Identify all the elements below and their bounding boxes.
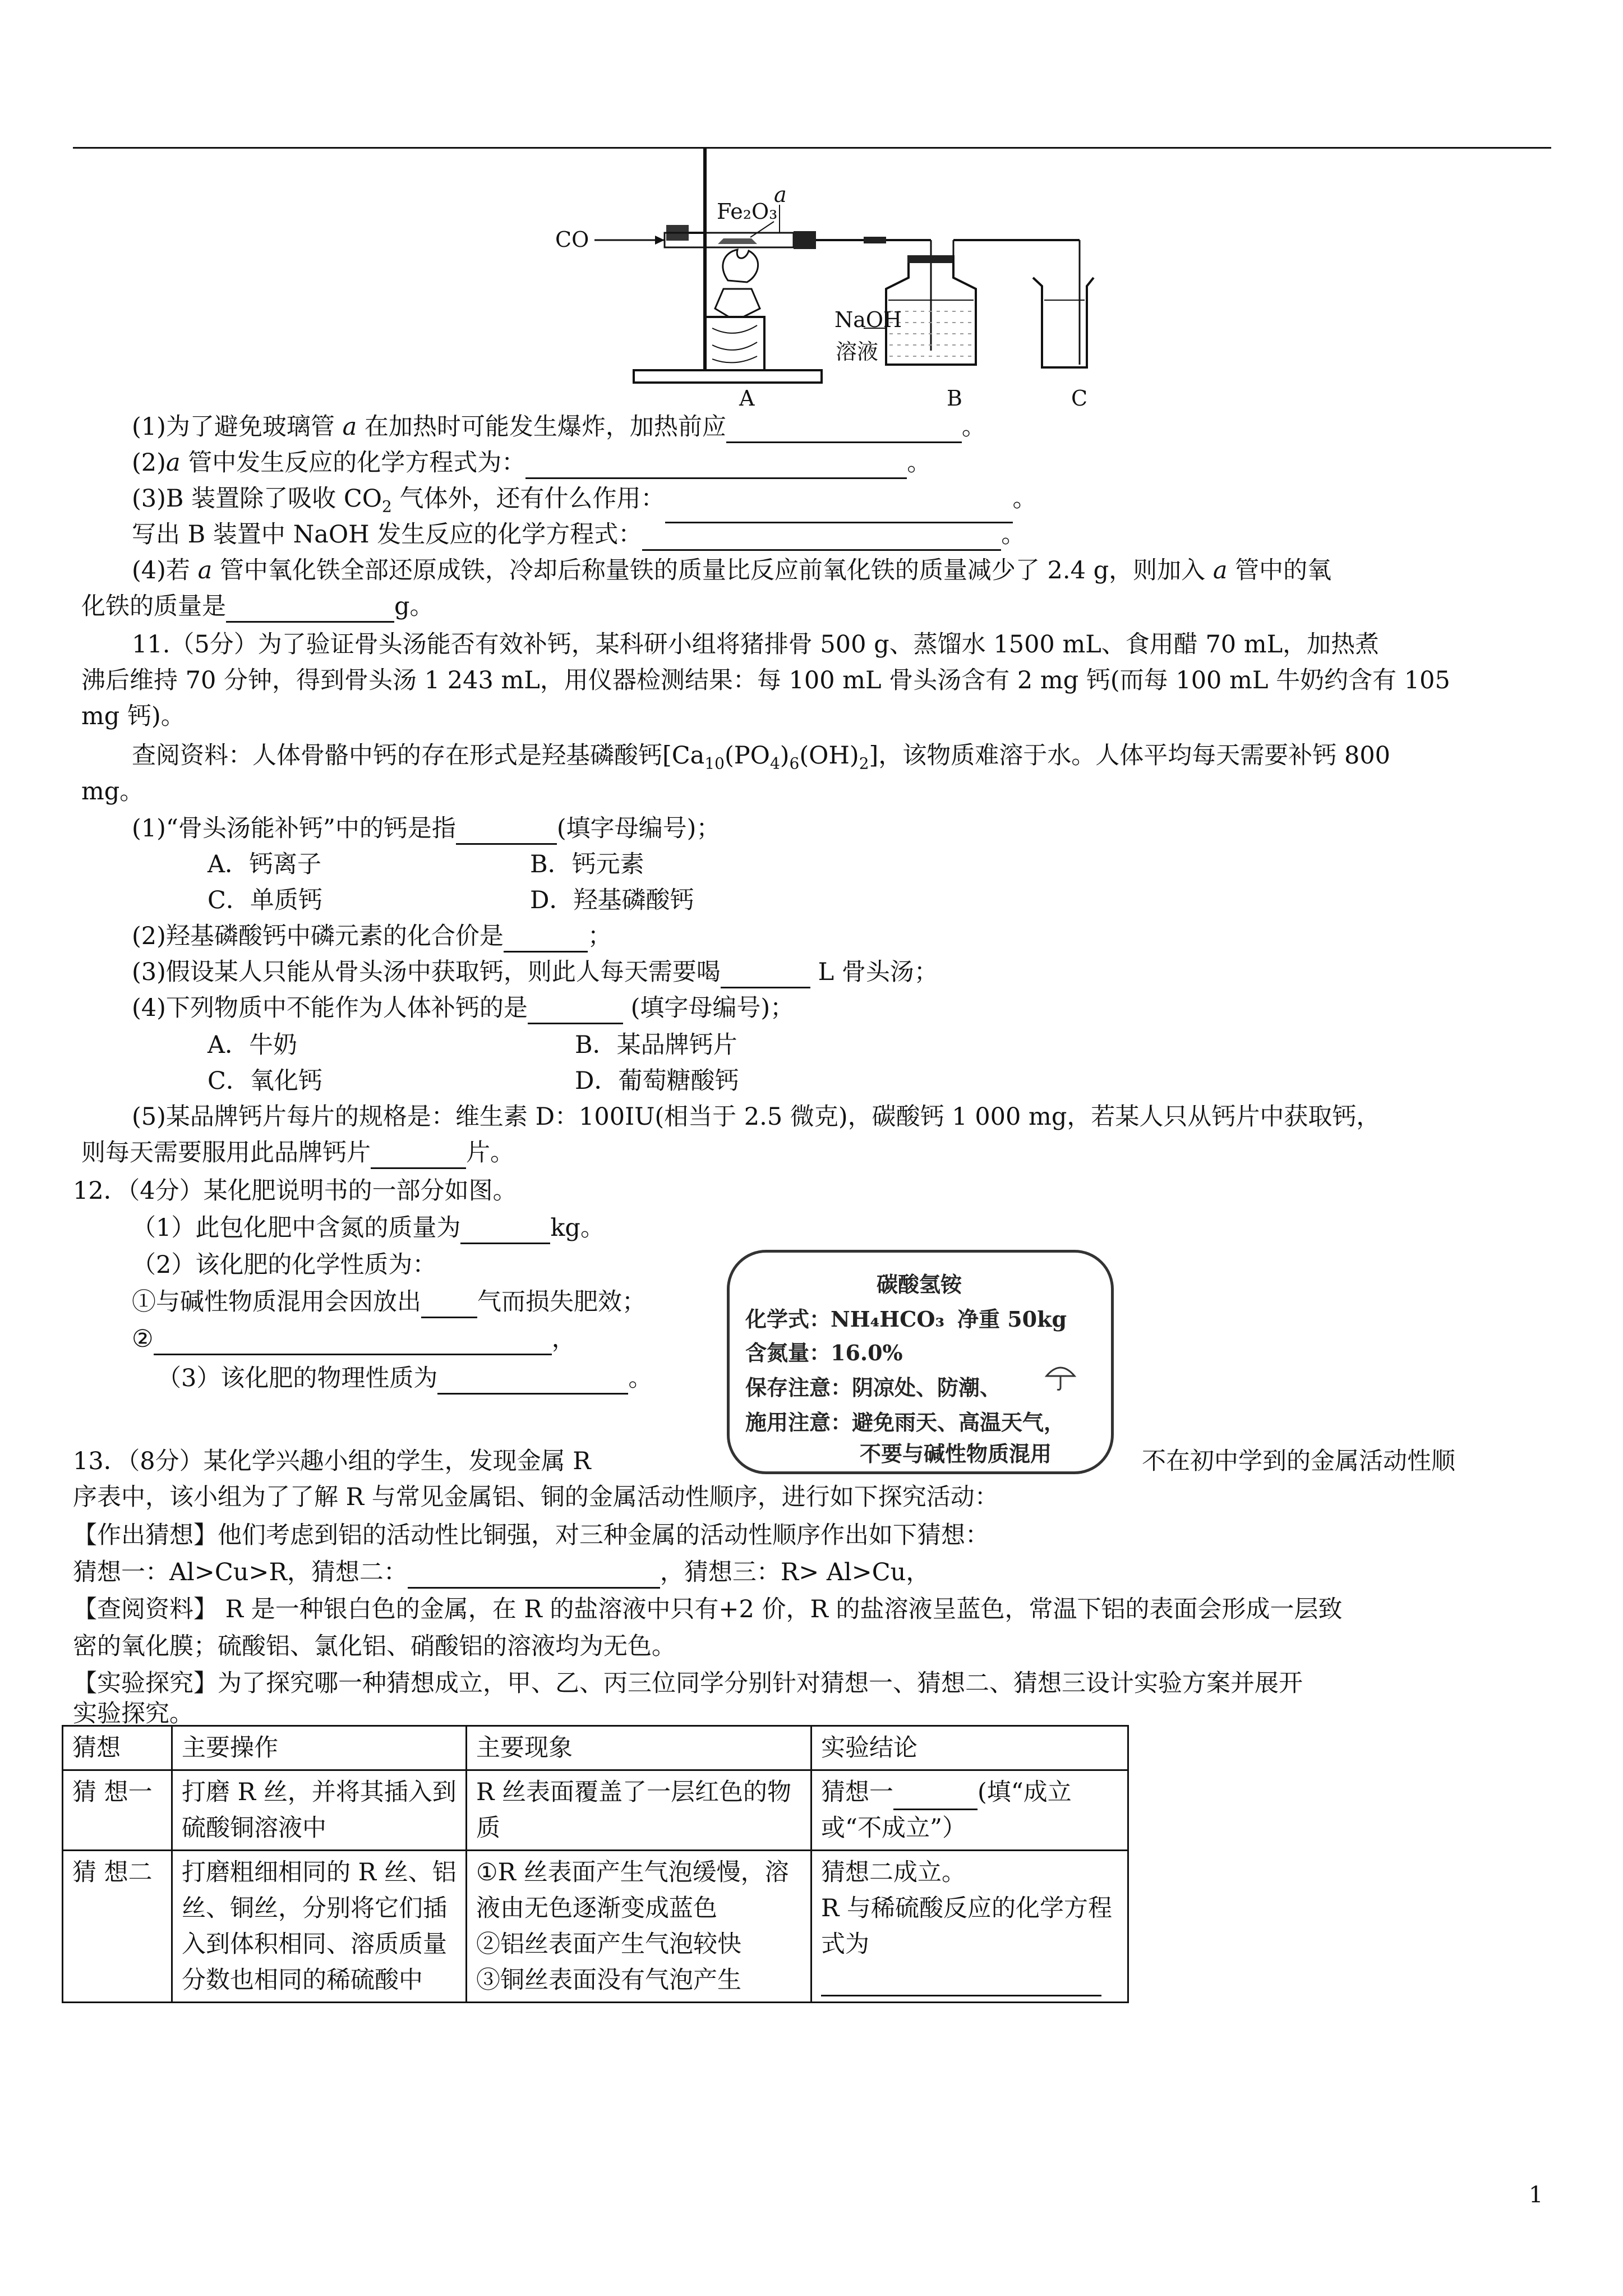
answer-blank[interactable] — [504, 926, 588, 953]
q10-line-1: (1)为了避免玻璃管 a 在加热时可能发生爆炸，加热前应 。 — [132, 411, 986, 443]
table-header-row — [63, 1726, 1128, 1770]
fertilizer-usage: 施用注意：避免雨天、高温天气， — [745, 1410, 1066, 1435]
q12-part-2-1: ①与碱性物质混用会因放出 气而损失肥效； — [132, 1286, 646, 1318]
fertilizer-net-weight: 净重 50kg — [957, 1306, 1067, 1332]
flame-icon — [723, 250, 758, 282]
q10-line-5: (4)若 a 管中氧化铁全部还原成铁，冷却后称量铁的质量比反应前氧化铁的质量减少了 2.4 g，则加入 a 管中的氧 — [132, 556, 1332, 585]
apparatus-diagram — [550, 149, 1110, 412]
answer-blank[interactable] — [371, 1143, 466, 1169]
table-cell — [811, 1851, 1128, 2003]
table-cell: 打磨粗细相同的 R 丝、铝丝、铜丝，分别将它们插入到体积相同、溶质质量分数也相同的稀硫酸中 — [172, 1851, 467, 2003]
fertilizer-formula: 化学式：NH₄HCO₃ — [745, 1306, 945, 1332]
conclusion-1: 猜想二成立。 — [821, 1858, 966, 1887]
table-cell: R 丝表面覆盖了一层红色的物质 — [467, 1770, 811, 1851]
observation-3: ③铜丝表面没有气泡产生 — [476, 1966, 741, 1994]
q10-line-2: (2)a 管中发生反应的化学方程式为： 。 — [132, 447, 931, 479]
answer-blank[interactable] — [437, 1368, 628, 1395]
label-fe2o3: Fe₂O₃ — [717, 199, 778, 224]
q13-line-6: 密的氧化膜；硫酸铝、氯化铝、硝酸铝的溶液均为无色。 — [73, 1632, 676, 1660]
q13-line-1b: 不在初中学到的金属活动性顺 — [1142, 1447, 1455, 1475]
table-row — [63, 1851, 1128, 2003]
q10-line-4: 写出 B 装置中 NaOH 发生反应的化学方程式： 。 — [132, 518, 1025, 551]
fertilizer-label — [727, 1250, 1114, 1474]
q12-part-1: （1）此包化肥中含氮的质量为 kg。 — [132, 1212, 605, 1244]
answer-blank[interactable] — [528, 998, 623, 1024]
alcohol-burner-icon — [715, 289, 760, 317]
q11-option-D: D．羟基磷酸钙 — [530, 886, 694, 914]
table-cell: 猜想一 (填“成立或“不成立”） — [811, 1770, 1128, 1851]
fertilizer-nitrogen: 含氮量：16.0% — [745, 1340, 903, 1365]
q11-part-4: (4)下列物质中不能作为人体补钙的是 (填字母编号)； — [132, 992, 794, 1024]
answer-blank[interactable] — [456, 818, 557, 845]
page-number: 1 — [1529, 2182, 1543, 2208]
q11-part-3: (3)假设某人只能从骨头汤中获取钙，则此人每天需要喝 L 骨头汤； — [132, 956, 938, 988]
table-cell: 猜 想一 — [63, 1770, 172, 1851]
answer-blank[interactable] — [460, 1218, 550, 1244]
fertilizer-title: 碳酸氢铵 — [877, 1272, 962, 1297]
table-cell — [467, 1851, 811, 2003]
label-solution: 溶液 — [836, 339, 879, 364]
q11-part-1: (1)“骨头汤能补钙”中的钙是指 (填字母编号)； — [132, 812, 720, 845]
label-a: a — [774, 182, 787, 207]
beaker-c — [1033, 278, 1094, 367]
q13-line-3: 【作出猜想】他们考虑到铝的活动性比铜强，对三种金属的活动性顺序作出如下猜想： — [73, 1521, 989, 1549]
table-header: 实验结论 — [811, 1726, 1128, 1770]
table-header: 主要操作 — [172, 1726, 467, 1770]
q11-part-2: (2)羟基磷酸钙中磷元素的化合价是 ； — [132, 920, 612, 953]
conclusion-2: R 与稀硫酸反应的化学方程式为 — [821, 1894, 1113, 1958]
table-row — [63, 1770, 1128, 1851]
table-cell: 猜 想二 — [63, 1851, 172, 2003]
fertilizer-no-mix: 不要与碱性物质混用 — [860, 1441, 1052, 1466]
answer-blank[interactable] — [721, 962, 810, 988]
q12-part-2-2: ② ， — [132, 1323, 576, 1355]
answer-blank[interactable] — [226, 596, 394, 623]
stand-base — [634, 370, 822, 383]
answer-blank[interactable] — [642, 524, 1001, 551]
q10-line-6: 化铁的质量是 g。 — [81, 590, 434, 623]
q10-line-3: (3)B 装置除了吸收 $CO_2$ 气体外，还有什么作用： 。 — [132, 482, 1037, 523]
q11-part-5: (5)某品牌钙片每片的规格是：维生素 D：100IU(相当于 2.5 微克)，碳酸钙 1 000 mg，若某人只从钙片中获取钙， — [132, 1103, 1381, 1131]
q11-line-3: mg 钙)。 — [81, 702, 185, 730]
answer-blank[interactable] — [821, 1962, 1101, 1996]
label-A: A — [739, 386, 755, 411]
q13-line-5: 【查阅资料】 R 是一种银白色的金属，在 R 的盐溶液中只有+2 价，R 的盐溶液呈蓝色，常温下铝的表面会形成一层致 — [73, 1595, 1343, 1623]
q11-option-4D: D．葡萄糖酸钙 — [575, 1067, 739, 1095]
experiment-table — [62, 1725, 1129, 2003]
q11-option-C: C．单质钙 — [208, 886, 322, 914]
q11-option-B: B．钙元素 — [530, 850, 644, 878]
answer-blank[interactable] — [154, 1329, 552, 1355]
label-co: CO — [555, 227, 589, 252]
q11-line-4: 查阅资料：人体骨骼中钙的存在形式是羟基磷酸钙$[Ca_{10}(PO_4)_6(OH)_2]$，该物质难溶于水。人体平均每天需要补钙 800 — [132, 742, 1391, 773]
q13-line-1a: 13．（8分）某化学兴趣小组的学生，发现金属 R — [73, 1447, 591, 1475]
q12-part-3: （3）该化肥的物理性质为 。 — [157, 1362, 652, 1395]
q13-line-4: 猜想一：Al>Cu>R，猜想二： ，猜想三：R> Al>Cu， — [73, 1556, 930, 1589]
q11-option-4C: C．氧化钙 — [208, 1067, 322, 1095]
q11-option-4A: A．牛奶 — [208, 1031, 298, 1059]
q13-line-7: 【实验探究】为了探究哪一种猜想成立，甲、乙、丙三位同学分别针对猜想一、猜想二、猜想三设计实验方案并展开 — [73, 1669, 1303, 1697]
answer-blank[interactable] — [726, 417, 962, 443]
table-header: 猜想 — [63, 1726, 172, 1770]
umbrella-icon — [1044, 1359, 1077, 1393]
table-cell: 打磨 R 丝，并将其插入到硫酸铜溶液中 — [172, 1770, 467, 1851]
table-header: 主要现象 — [467, 1726, 811, 1770]
answer-blank[interactable] — [893, 1784, 978, 1810]
q13-line-2: 序表中，该小组为了了解 R 与常见金属铝、铜的金属活动性顺序，进行如下探究活动： — [73, 1483, 999, 1511]
observation-1: ①R 丝表面产生气泡缓慢，溶液由无色逐渐变成蓝色 — [476, 1858, 789, 1922]
label-naoh: NaOH — [834, 307, 902, 332]
q11-line-1: 11.（5分）为了验证骨头汤能否有效补钙，某科研小组将猪排骨 500 g、蒸馏水 1500 mL、食用醋 70 mL，加热煮 — [132, 631, 1380, 659]
label-B: B — [947, 386, 962, 411]
q13-line-8: 实验探究。 — [73, 1700, 193, 1728]
answer-blank[interactable] — [408, 1562, 660, 1589]
label-C: C — [1071, 386, 1088, 411]
q12-line-1: 12．（4分）某化肥说明书的一部分如图。 — [73, 1177, 517, 1205]
answer-blank[interactable] — [525, 453, 907, 479]
q12-part-2: （2）该化肥的化学性质为： — [132, 1251, 437, 1279]
q11-part-5b: 则每天需要服用此品牌钙片 片。 — [81, 1137, 514, 1169]
q11-option-4B: B．某品牌钙片 — [575, 1031, 737, 1059]
q11-line-2: 沸后维持 70 分钟，得到骨头汤 1 243 mL，用仪器检测结果：每 100 mL 骨头汤含有 2 mg 钙(而每 100 mL 牛奶约含有 105 — [81, 666, 1450, 694]
q11-line-5: mg。 — [81, 777, 144, 806]
fertilizer-storage: 保存注意：阴凉处、防潮、 — [745, 1375, 1002, 1400]
q11-option-A: A．钙离子 — [208, 850, 322, 878]
answer-blank[interactable] — [421, 1292, 477, 1318]
observation-2: ②铝丝表面产生气泡较快 — [476, 1930, 741, 1958]
